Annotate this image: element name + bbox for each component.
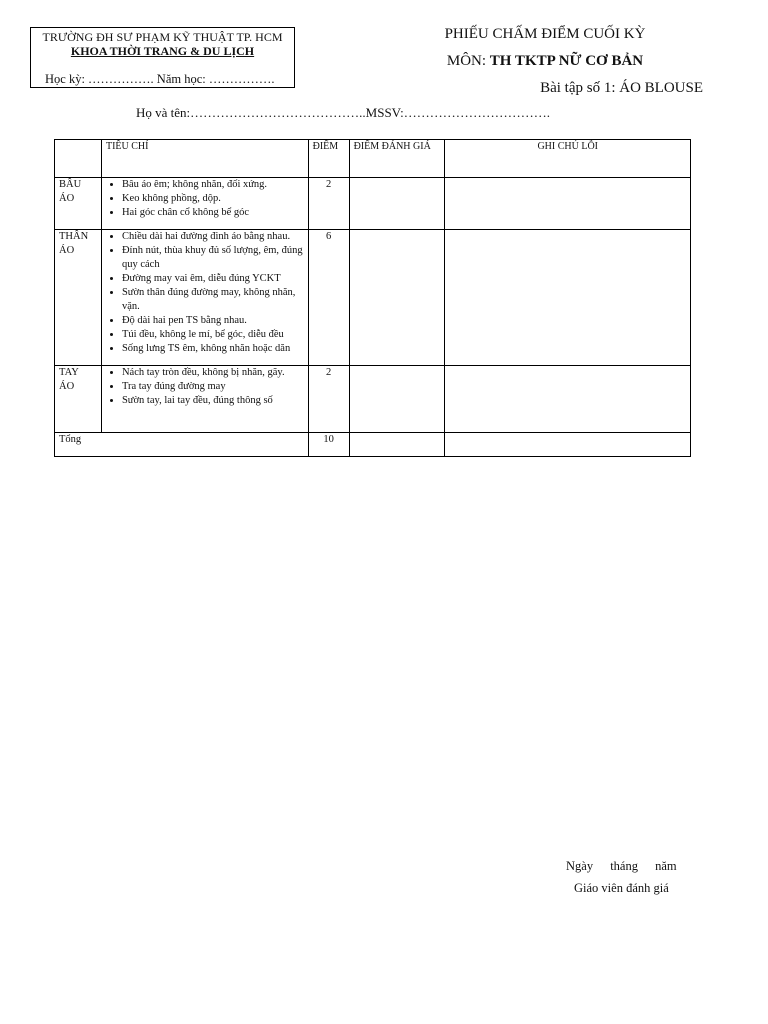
criteria-item: • Đường may vai êm, diễu đúng YCKT — [122, 272, 304, 286]
evaluated-score-cell[interactable] — [349, 366, 445, 433]
table-row — [55, 366, 691, 433]
criteria-item: • Sườn tay, lai tay đều, đúng thông số — [122, 394, 304, 408]
subject-name: TH TKTP NỮ CƠ BẢN — [489, 53, 644, 69]
term-line: Học kỳ: ……………. Năm học: ……………. — [45, 72, 275, 86]
criteria-cell — [101, 230, 308, 366]
subject-line — [400, 53, 690, 70]
criteria-item: • Chiều dài hai đường đinh áo bằng nhau. — [122, 230, 304, 244]
part-label: BÂU ÁO — [55, 178, 102, 230]
department-name: KHOA THỜI TRANG & DU LỊCH — [70, 44, 255, 58]
signature-label: Giáo viên đánh giá — [574, 881, 669, 895]
error-notes-cell[interactable] — [445, 230, 691, 366]
max-score-cell: 2 — [308, 366, 349, 433]
part-label: THÂN ÁO — [55, 230, 102, 366]
max-score-cell: 6 — [308, 230, 349, 366]
criteria-item: • Nách tay tròn đều, không bị nhăn, gãy. — [122, 366, 304, 380]
header-error-notes: GHI CHÚ LỖI — [445, 140, 691, 178]
total-score: 10 — [308, 433, 349, 457]
exercise-title: Bài tập số 1: ÁO BLOUSE — [540, 80, 703, 96]
error-notes-cell[interactable] — [445, 178, 691, 230]
criteria-cell — [101, 366, 308, 433]
criteria-item: • Keo không phồng, dộp. — [122, 192, 304, 206]
total-row — [55, 433, 691, 457]
criteria-item: • Sườn thân đúng đường may, không nhăn, vặn. — [122, 286, 304, 314]
error-notes-cell[interactable] — [445, 366, 691, 433]
table-header-row — [55, 140, 691, 178]
total-evaluated-cell[interactable] — [349, 433, 445, 457]
criteria-item: • Hai góc chân cổ không bể góc — [122, 206, 304, 220]
header-evaluated-score: ĐIỂM ĐÁNH GIÁ — [349, 140, 445, 178]
criteria-list — [106, 366, 304, 408]
header-score: ĐIỂM — [308, 140, 349, 178]
criteria-item: • Độ dài hai pen TS bằng nhau. — [122, 314, 304, 328]
criteria-item: • Đính nút, thùa khuy đủ số lượng, êm, đúng quy cách — [122, 244, 304, 272]
criteria-list — [106, 178, 304, 220]
criteria-item: • Bâu áo êm; không nhăn, đối xứng. — [122, 178, 304, 192]
form-title: PHIẾU CHẤM ĐIỂM CUỐI KỲ — [444, 26, 646, 42]
grading-table — [54, 139, 691, 457]
evaluated-score-cell[interactable] — [349, 230, 445, 366]
criteria-item: • Tra tay đúng đường may — [122, 380, 304, 394]
criteria-item: • Túi đều, không le mí, bể góc, diễu đều — [122, 328, 304, 342]
criteria-list — [106, 230, 304, 356]
total-notes-cell[interactable] — [445, 433, 691, 457]
table-row — [55, 230, 691, 366]
school-name: TRƯỜNG ĐH SƯ PHẠM KỸ THUẬT TP. HCM — [42, 30, 283, 44]
subject-prefix: MÔN: — [446, 53, 490, 69]
part-label: TAY ÁO — [55, 366, 102, 433]
date-line: Ngày tháng năm — [566, 859, 677, 873]
max-score-cell: 2 — [308, 178, 349, 230]
criteria-cell — [101, 178, 308, 230]
header-part — [55, 140, 102, 178]
header-criteria: TIÊU CHÍ — [101, 140, 308, 178]
total-label: Tổng — [55, 433, 309, 457]
evaluated-score-cell[interactable] — [349, 178, 445, 230]
student-info-line: Họ và tên:…………………………………..MSSV:……………………………. — [136, 105, 550, 120]
criteria-item: • Sống lưng TS êm, không nhăn hoặc dăn — [122, 342, 304, 356]
school-header-box — [30, 27, 295, 88]
table-row — [55, 178, 691, 230]
